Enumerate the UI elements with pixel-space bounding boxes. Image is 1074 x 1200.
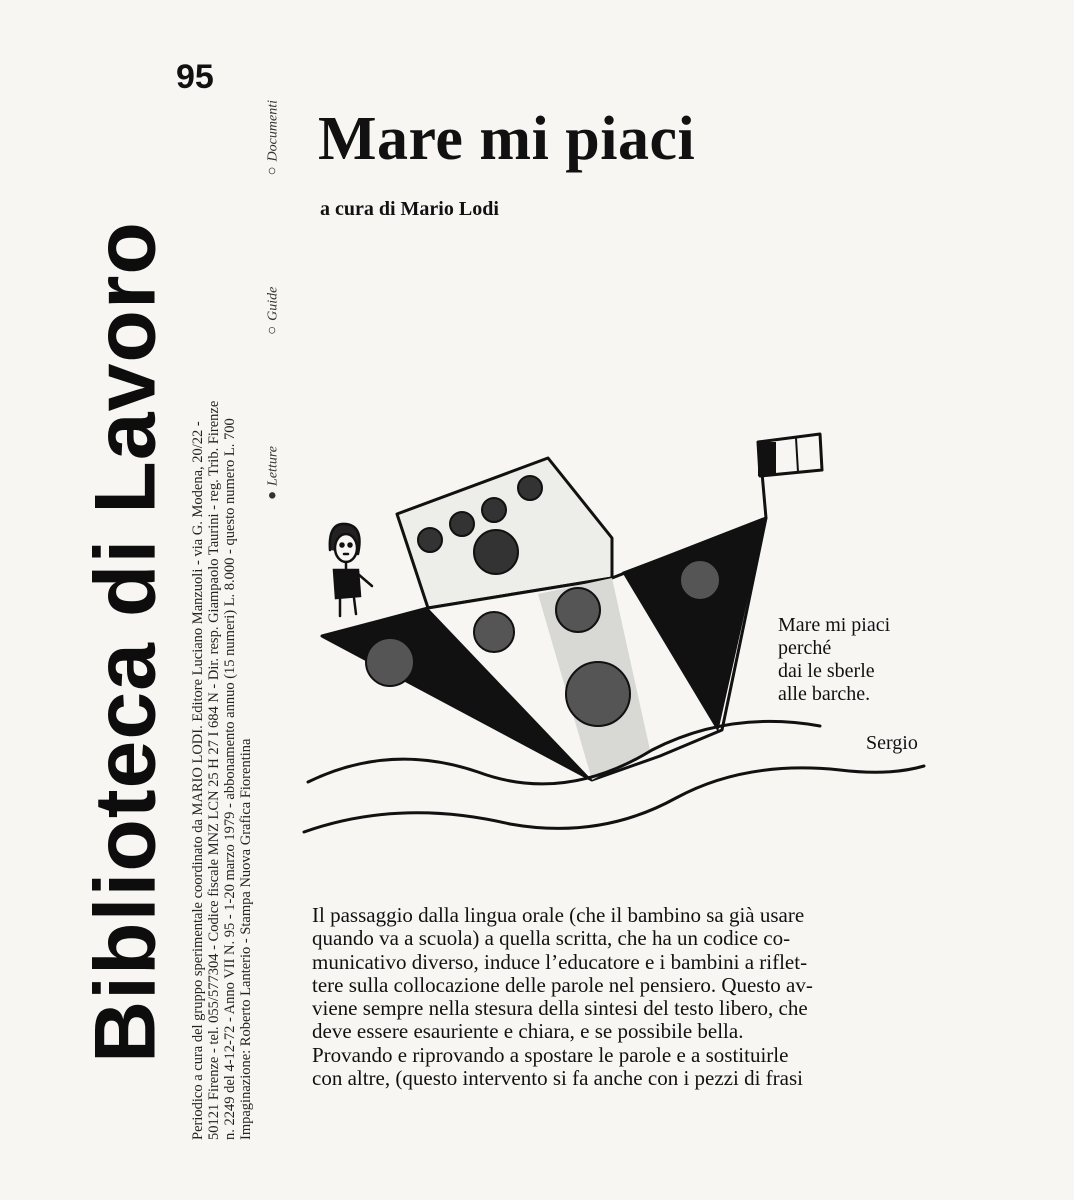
- issue-number: 95: [176, 58, 214, 96]
- category-list: [265, 100, 282, 500]
- category-letture: [265, 446, 282, 500]
- category-label: Documenti: [265, 100, 280, 162]
- poem-line: perché: [778, 637, 832, 659]
- filled-bullet-icon: ●: [264, 490, 281, 500]
- page-title: Mare mi piaci: [318, 105, 696, 173]
- category-guide: [265, 287, 282, 335]
- body-line: viene sempre nella stesura della sintesi del testo libero, che: [312, 996, 808, 1021]
- category-label: Guide: [265, 286, 280, 321]
- body-line: Provando e riprovando a spostare le parole e a sostituirle: [312, 1042, 789, 1067]
- colophon-line: 50121 Firenze - tel. 055/577304 - Codice fiscale MNZ LCN 25 H 27 I 684 N - Dir. resp. Giampaolo Taurini - reg. Trib. Firenze: [206, 400, 222, 1140]
- body-paragraph: [312, 904, 992, 1090]
- colophon-line: Periodico a cura del gruppo sperimentale coordinato da MARIO LODI. Editore Luciano Manzuoli - via G. Modena, 20/22 -: [190, 421, 206, 1140]
- poem-line: Mare mi piaci: [778, 614, 891, 636]
- empty-bullet-icon: ○: [264, 166, 281, 176]
- colophon-line: n. 2249 del 4-12-72 - Anno VII N. 95 - 1-20 marzo 1979 - abbonamento annuo (15 numeri) L. 8.000 - questo numero L. 700: [222, 418, 238, 1140]
- colophon: [190, 140, 254, 1140]
- body-line: quando va a scuola) a quella scritta, che ha un codice co-: [312, 926, 791, 951]
- body-line: con altre, (questo intervento si fa anche con i pezzi di frasi: [312, 1066, 803, 1091]
- poem-author: Sergio: [866, 732, 918, 754]
- poem-line: dai le sberle: [778, 660, 875, 682]
- category-documenti: [265, 100, 282, 176]
- body-line: tere sulla collocazione delle parole nel pensiero. Questo av-: [312, 972, 813, 997]
- body-line: municativo diverso, induce l’educatore e i bambini a riflet-: [312, 949, 808, 974]
- category-label: Letture: [265, 446, 280, 486]
- body-line: Il passaggio dalla lingua orale (che il bambino sa già usare: [312, 903, 805, 927]
- body-line: deve essere esauriente e chiara, e se possibile bella.: [312, 1019, 744, 1044]
- colophon-line: Impaginazione: Roberto Lanterio - Stampa Nuova Grafica Fiorentina: [238, 738, 254, 1140]
- editor-credit: a cura di Mario Lodi: [320, 198, 499, 220]
- empty-bullet-icon: ○: [264, 325, 281, 335]
- series-title: Biblioteca di Lavoro: [77, 221, 174, 1063]
- poem: [778, 614, 890, 706]
- poem-line: alle barche.: [778, 683, 871, 705]
